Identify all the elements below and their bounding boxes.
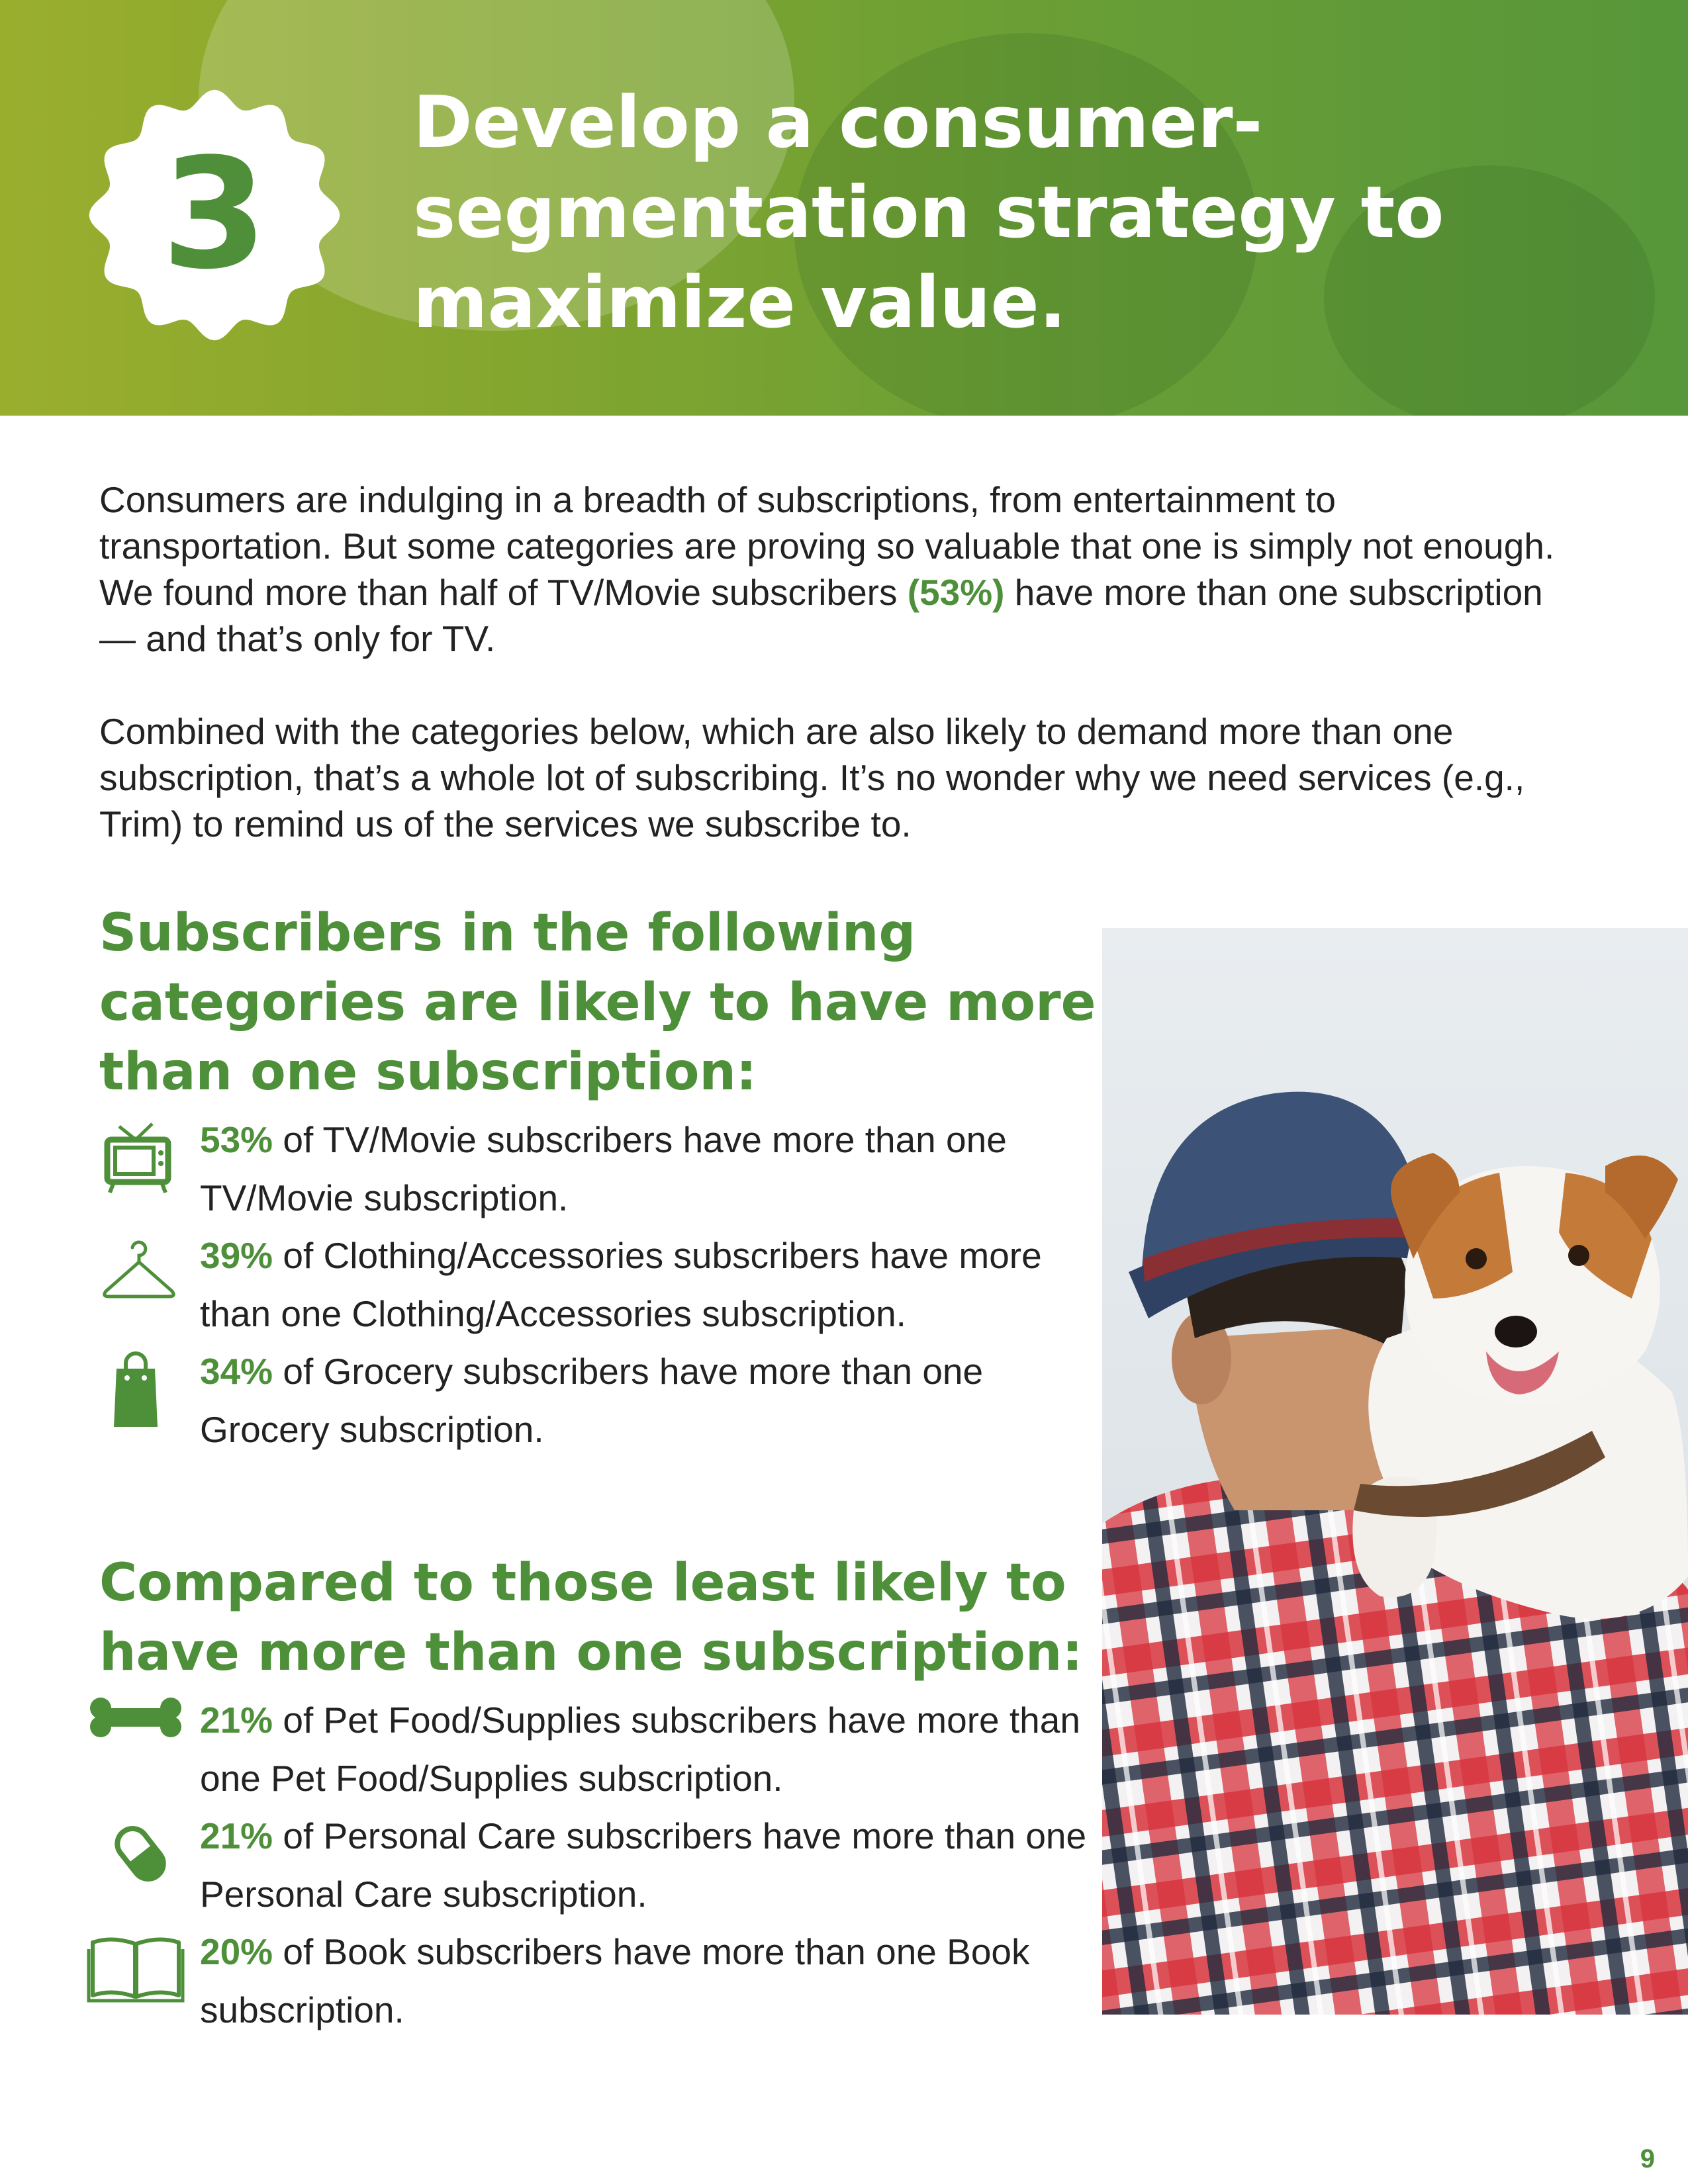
stat-percent: 34% [200,1351,273,1392]
stat-item [86,1813,1105,1929]
page-title [413,78,1578,348]
stat-description: of Personal Care subscribers have more than one Personal Care subscription. [200,1815,1087,1915]
stat-percent: 39% [200,1235,273,1276]
stat-text [200,1923,1113,2039]
stat-list-least [86,1698,1105,2045]
stat-description: of TV/Movie subscribers have more than one TV/Movie subscription. [200,1119,1007,1218]
shopping-bag-icon [86,1349,185,1428]
intro-paragraph-1 [99,477,1575,662]
title-line: Develop a consumer- [413,81,1263,164]
stat-percent: 53% [200,1119,273,1160]
hanger-icon [86,1233,185,1312]
section-title-likely: Subscribers in the following categories are likely to have more than one subscription: [99,903,1096,1102]
book-icon [86,1929,185,2009]
stat-percent: 21% [200,1815,273,1856]
stat-description: of Pet Food/Supplies subscribers have more than one Pet Food/Supplies subscription. [200,1700,1080,1799]
stat-text [200,1807,1113,1923]
intro-paragraph-2: Combined with the categories below, which are also likely to demand more than one subscription, that’s a whole lot of subscribing. It’s no wonder why we need services (e.g., Trim) to remind us of the services we subscribe to. [99,711,1525,844]
stat-item [86,1349,1105,1465]
photo-man-with-dog [1102,928,1688,2015]
stat-description: of Clothing/Accessories subscribers have more than one Clothing/Accessories subscription. [200,1235,1042,1334]
title-line: segmentation strategy to [413,171,1444,254]
page-number: 9 [1640,2144,1655,2173]
stat-description: of Book subscribers have more than one Book subscription. [200,1931,1030,2030]
header-banner [0,0,1688,416]
stat-percent: 21% [200,1700,273,1741]
stat-item [86,1117,1105,1233]
intro-text [99,477,1575,893]
stat-text [200,1342,1113,1459]
stat-item [86,1929,1105,2045]
highlight-stat: (53%) [907,572,1005,613]
stat-text [200,1111,1113,1227]
pill-icon [86,1813,185,1893]
stat-text [200,1691,1113,1807]
stat-text [200,1226,1113,1343]
stat-description: of Grocery subscribers have more than one Grocery subscription. [200,1351,984,1450]
step-badge [85,79,344,351]
stat-item [86,1698,1105,1813]
bone-icon [86,1698,185,1777]
tv-icon [86,1117,185,1197]
stat-list-likely [86,1117,1105,1465]
step-number: 3 [161,126,268,303]
text-run: Consumers are indulging in a breadth of subscriptions, from entertainment to transportation. But some categories are proving so valuable that one is simply not enough. We found more than half of TV/Movie subscribers [99,479,1555,613]
stat-percent: 20% [200,1931,273,1972]
text-run: have more than one subscription — and that’s only for TV. [99,572,1543,659]
title-line: maximize value. [413,261,1066,344]
stat-item [86,1233,1105,1349]
section-title-least: Compared to those least likely to have more than one subscription: [99,1553,1083,1682]
